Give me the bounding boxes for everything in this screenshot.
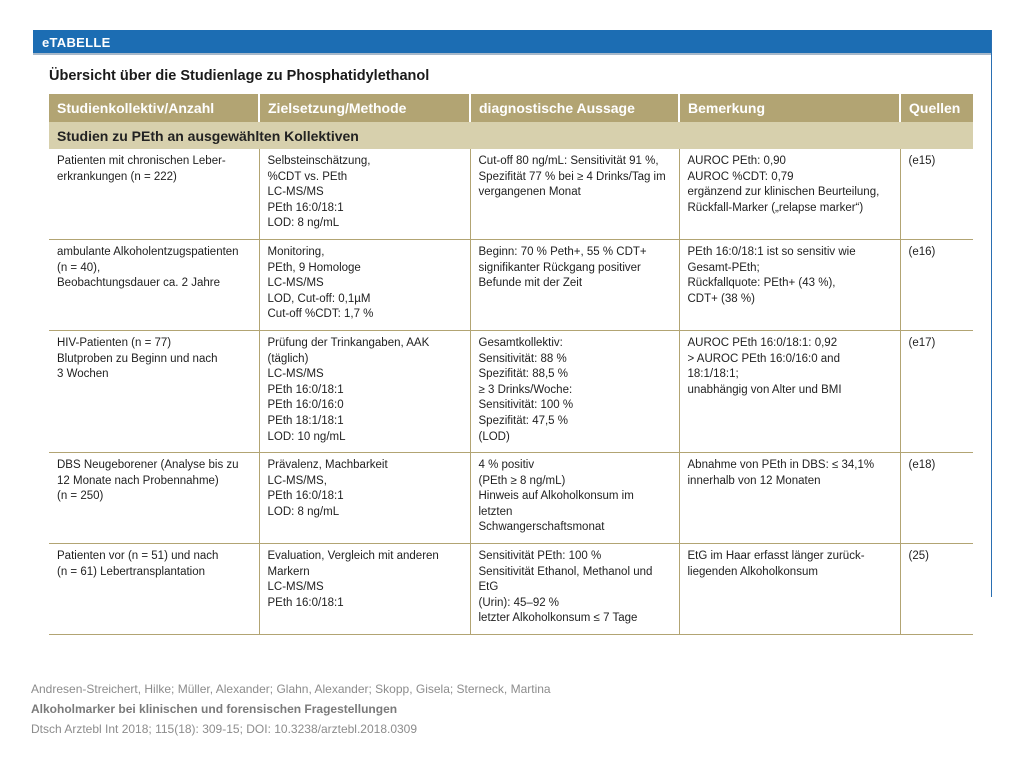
column-header-kollektiv: Studienkollektiv/Anzahl [49,94,259,122]
etabelle-panel [33,30,992,625]
etabelle-header-bar: eTABELLE [33,30,991,53]
cell-aussage: Beginn: 70 % Peth+, 55 % CDT+ signifikanter Rückgang positiver Befunde mit der Zeit [470,239,679,330]
cell-kollektiv: Patienten mit chronischen Leber- erkrankungen (n = 222) [49,149,259,239]
cell-methode: Evaluation, Vergleich mit anderen Markern LC-MS/MS PEth 16:0/18:1 [259,544,470,635]
table-row [49,330,973,452]
cell-aussage: Cut-off 80 ng/mL: Sensitivität 91 %, Spezifität 77 % bei ≥ 4 Drinks/Tag im vergangenen Monat [470,149,679,239]
cell-quelle: (e18) [900,453,973,544]
column-header-aussage: diagnostische Aussage [470,94,679,122]
citation-block [31,679,551,739]
header-divider [33,53,991,55]
cell-quelle: (e17) [900,330,973,452]
citation-authors: Andresen-Streichert, Hilke; Müller, Alexander; Glahn, Alexander; Skopp, Gisela; Sterneck, Martina [31,682,551,696]
table-title: Übersicht über die Studienlage zu Phosphatidylethanol [49,68,430,84]
cell-bemerkung: AUROC PEth: 0,90 AUROC %CDT: 0,79 ergänzend zur klinischen Beurteilung, Rückfall-Marker („relapse marker“) [679,149,900,239]
cell-quelle: (e16) [900,239,973,330]
cell-bemerkung: Abnahme von PEth in DBS: ≤ 34,1% innerhalb von 12 Monaten [679,453,900,544]
cell-aussage: Sensitivität PEth: 100 % Sensitivität Ethanol, Methanol und EtG (Urin): 45–92 % letzter Alkoholkonsum ≤ 7 Tage [470,544,679,635]
table-row [49,544,973,635]
cell-kollektiv: ambulante Alkoholentzugspatienten (n = 40), Beobachtungsdauer ca. 2 Jahre [49,239,259,330]
cell-kollektiv: HIV-Patienten (n = 77) Blutproben zu Beginn und nach 3 Wochen [49,330,259,452]
table-row [49,239,973,330]
column-header-quellen: Quellen [900,94,973,122]
citation-title: Alkoholmarker bei klinischen und forensischen Fragestellungen [31,702,398,716]
section-row [49,122,973,149]
cell-methode: Prüfung der Trinkangaben, AAK (täglich) LC-MS/MS PEth 16:0/18:1 PEth 16:0/16:0 PEth 18:1/18:1 LOD: 10 ng/mL [259,330,470,452]
cell-methode: Selbsteinschätzung, %CDT vs. PEth LC-MS/MS PEth 16:0/18:1 LOD: 8 ng/mL [259,149,470,239]
cell-aussage: Gesamtkollektiv: Sensitivität: 88 % Spezifität: 88,5 % ≥ 3 Drinks/Woche: Sensitivität: 100 % Spezifität: 47,5 % (LOD) [470,330,679,452]
column-header-methode: Zielsetzung/Methode [259,94,470,122]
cell-bemerkung: PEth 16:0/18:1 ist so sensitiv wie Gesamt-PEth; Rückfallquote: PEth+ (43 %), CDT+ (38 %) [679,239,900,330]
cell-bemerkung: AUROC PEth 16:0/18:1: 0,92 > AUROC PEth 16:0/16:0 and 18:1/18:1; unabhängig von Alter und BMI [679,330,900,452]
cell-quelle: (25) [900,544,973,635]
cell-quelle: (e15) [900,149,973,239]
cell-kollektiv: Patienten vor (n = 51) und nach (n = 61) Lebertransplantation [49,544,259,635]
table-row [49,149,973,239]
cell-aussage: 4 % positiv (PEth ≥ 8 ng/mL) Hinweis auf Alkoholkonsum im letzten Schwangerschaftsmonat [470,453,679,544]
cell-kollektiv: DBS Neugeborener (Analyse bis zu 12 Monate nach Probennahme) (n = 250) [49,453,259,544]
cell-bemerkung: EtG im Haar erfasst länger zurück- liegenden Alkoholkonsum [679,544,900,635]
study-table [49,94,973,635]
column-header-bemerkung: Bemerkung [679,94,900,122]
cell-methode: Monitoring, PEth, 9 Homologe LC-MS/MS LOD, Cut-off: 0,1µM Cut-off %CDT: 1,7 % [259,239,470,330]
cell-methode: Prävalenz, Machbarkeit LC-MS/MS, PEth 16:0/18:1 LOD: 8 ng/mL [259,453,470,544]
table-header-row [49,94,973,122]
citation-journal: Dtsch Arztebl Int 2018; 115(18): 309-15; DOI: 10.3238/arztebl.2018.0309 [31,722,418,736]
section-label: Studien zu PEth an ausgewählten Kollektiven [49,122,973,149]
table-row [49,453,973,544]
